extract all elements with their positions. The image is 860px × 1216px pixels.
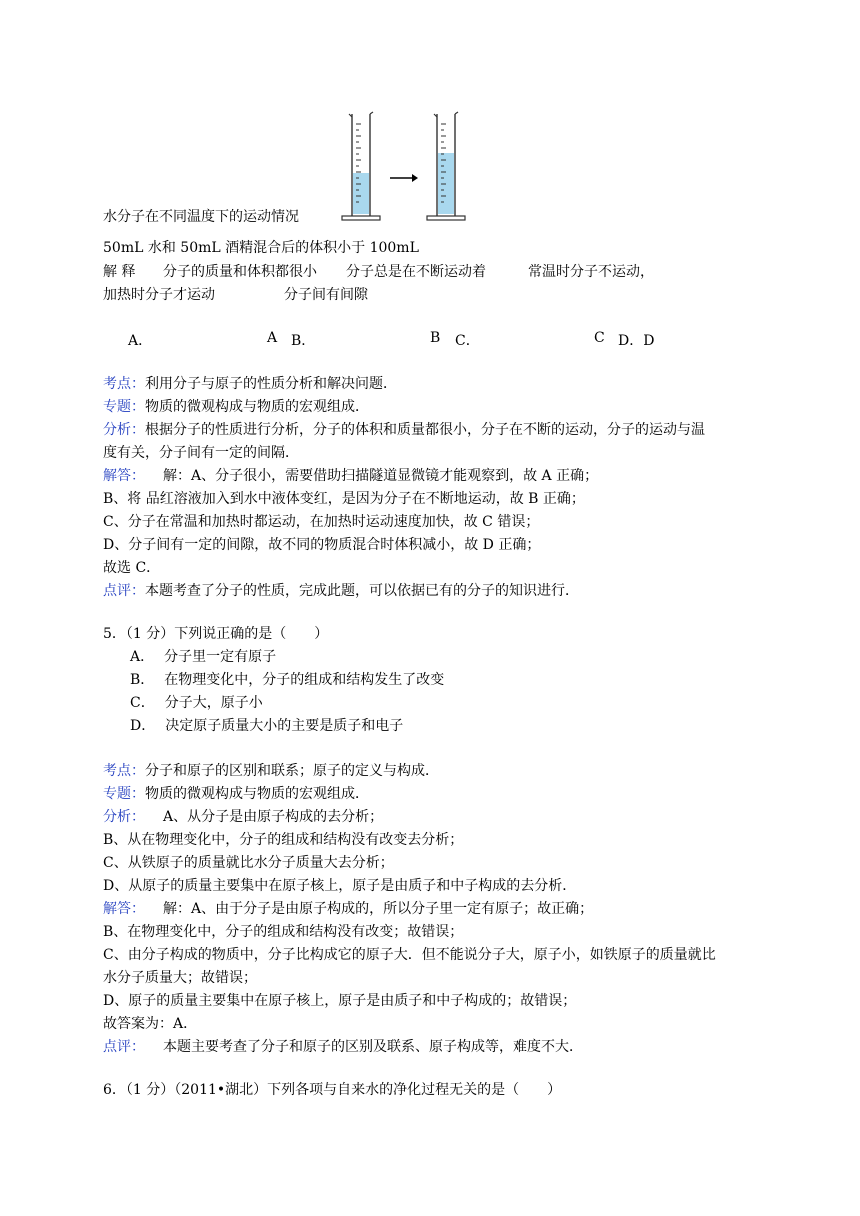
q6-stem: 6．（1 分）（2011•湖北）下列各项与自来水的净化过程无关的是（ ）	[103, 1082, 562, 1098]
jieda-label: 解答：	[103, 901, 145, 917]
q4-option-b-answer: B	[430, 330, 441, 346]
q5-jieda: 解答： 解：A、由于分子是由原子构成的，所以分子里一定有原子；故正确；	[103, 901, 594, 917]
q5-fenxi: 分析： A、从分子是由原子构成的去分析；	[103, 809, 384, 825]
left-cylinder	[342, 112, 380, 220]
q5-jieda-b: B、在物理变化中，分子的组成和结构没有改变；故错误；	[103, 924, 464, 940]
dianping-label: 点评：	[103, 1039, 145, 1055]
q4-option-c: C．	[455, 333, 480, 349]
figure-caption: 水分子在不同温度下的运动情况	[103, 209, 299, 225]
q4-row1: 50mL 水和 50mL 酒精混合后的体积小于 100mL	[103, 240, 419, 256]
q5-fenxi-b: B、从在物理变化中，分子的组成和结构没有改变去分析；	[103, 832, 464, 848]
q5-stem: 5．（1 分）下列说正确的是（ ）	[103, 626, 329, 642]
q4-row2-c: 常温时分子不运动，	[528, 264, 654, 280]
jieda-label: 解答：	[103, 468, 145, 484]
q4-fenxi-cont: 度有关，分子间有一定的间隔．	[103, 445, 299, 461]
q4-option-a: A．	[128, 333, 153, 349]
q4-dianping: 点评：本题考查了分子的性质，完成此题，可以依据已有的分子的知识进行．	[103, 583, 579, 599]
arrow-right-icon	[390, 174, 418, 182]
q4-option-c-answer: C	[594, 330, 605, 346]
q5-fenxi-d: D、从原子的质量主要集中在原子核上，原子是由质子和中子构成的去分析．	[103, 878, 577, 894]
q5-jieda-d: D、原子的质量主要集中在原子核上，原子是由质子和中子构成的；故错误；	[103, 993, 577, 1009]
q4-jieda-b: B、将 品红溶液加入到水中液体变红，是因为分子在不断地运动，故 B 正确；	[103, 491, 585, 507]
cylinder-diagram	[340, 110, 470, 225]
zhuanti-label: 专题：	[103, 399, 145, 415]
q5-jieda-end: 故答案为：A．	[103, 1016, 198, 1032]
q5-option-c: C． 分子大，原子小	[130, 695, 263, 711]
q4-jieda-d: D、分子间有一定的间隙，故不同的物质混合时体积减小，故 D 正确；	[103, 537, 541, 553]
kaodian-label: 考点：	[103, 763, 145, 779]
q5-dianping: 点评： 本题主要考查了分子和原子的区别及联系、原子构成等，难度不大．	[103, 1039, 583, 1055]
q5-zhuanti: 专题：物质的微观构成与物质的宏观组成．	[103, 786, 369, 802]
fenxi-label: 分析：	[103, 809, 145, 825]
q4-jieda: 解答： 解：A、分子很小，需要借助扫描隧道显微镜才能观察到，故 A 正确；	[103, 468, 599, 484]
q4-jieda-c: C、分子在常温和加热时都运动，在加热时运动速度加快，故 C 错误；	[103, 514, 540, 530]
kaodian-label: 考点：	[103, 376, 145, 392]
q5-fenxi-c: C、从铁原子的质量就比水分子质量大去分析；	[103, 855, 394, 871]
q4-option-b: B．	[291, 333, 316, 349]
q5-option-b: B． 在物理变化中，分子的组成和结构发生了改变	[130, 672, 445, 688]
q4-row2	[103, 262, 654, 282]
q5-jieda-c-cont: 水分子质量大；故错误；	[103, 970, 257, 986]
q4-fenxi: 分析：根据分子的性质进行分析，分子的体积和质量都很小，分子在不断的运动，分子的运动与温	[103, 422, 705, 438]
dianping-label: 点评：	[103, 583, 145, 599]
q5-option-a: A． 分子里一定有原子	[130, 649, 277, 665]
q5-option-d: D． 决定原子质量大小的主要是质子和电子	[130, 718, 404, 734]
q4-row3-c-cont: 加热时分子才运动	[103, 287, 215, 303]
q4-jieda-end: 故选 C．	[103, 560, 161, 576]
q4-row3	[103, 285, 368, 305]
q4-row2-a: 分子的质量和体积都很小	[163, 264, 317, 280]
fenxi-label: 分析：	[103, 422, 145, 438]
q5-jieda-c: C、由分子构成的物质中，分子比构成它的原子大．但不能说分子大，原子小，如铁原子的质量就比	[103, 947, 716, 963]
q4-option-d: D．D	[618, 333, 655, 349]
q4-row3-d: 分子间有间隙	[284, 287, 368, 303]
q4-zhuanti: 专题：物质的微观构成与物质的宏观组成．	[103, 399, 369, 415]
q4-kaodian: 考点：利用分子与原子的性质分析和解决问题．	[103, 376, 397, 392]
cylinder-figure	[340, 110, 470, 225]
q5-kaodian: 考点：分子和原子的区别和联系；原子的定义与构成．	[103, 763, 439, 779]
q4-row2-b: 分子总是在不断运动着	[346, 264, 486, 280]
q4-row2-prefix: 解 释	[103, 264, 136, 280]
q4-option-a-answer: A	[267, 330, 278, 346]
right-cylinder	[427, 112, 465, 220]
zhuanti-label: 专题：	[103, 786, 145, 802]
